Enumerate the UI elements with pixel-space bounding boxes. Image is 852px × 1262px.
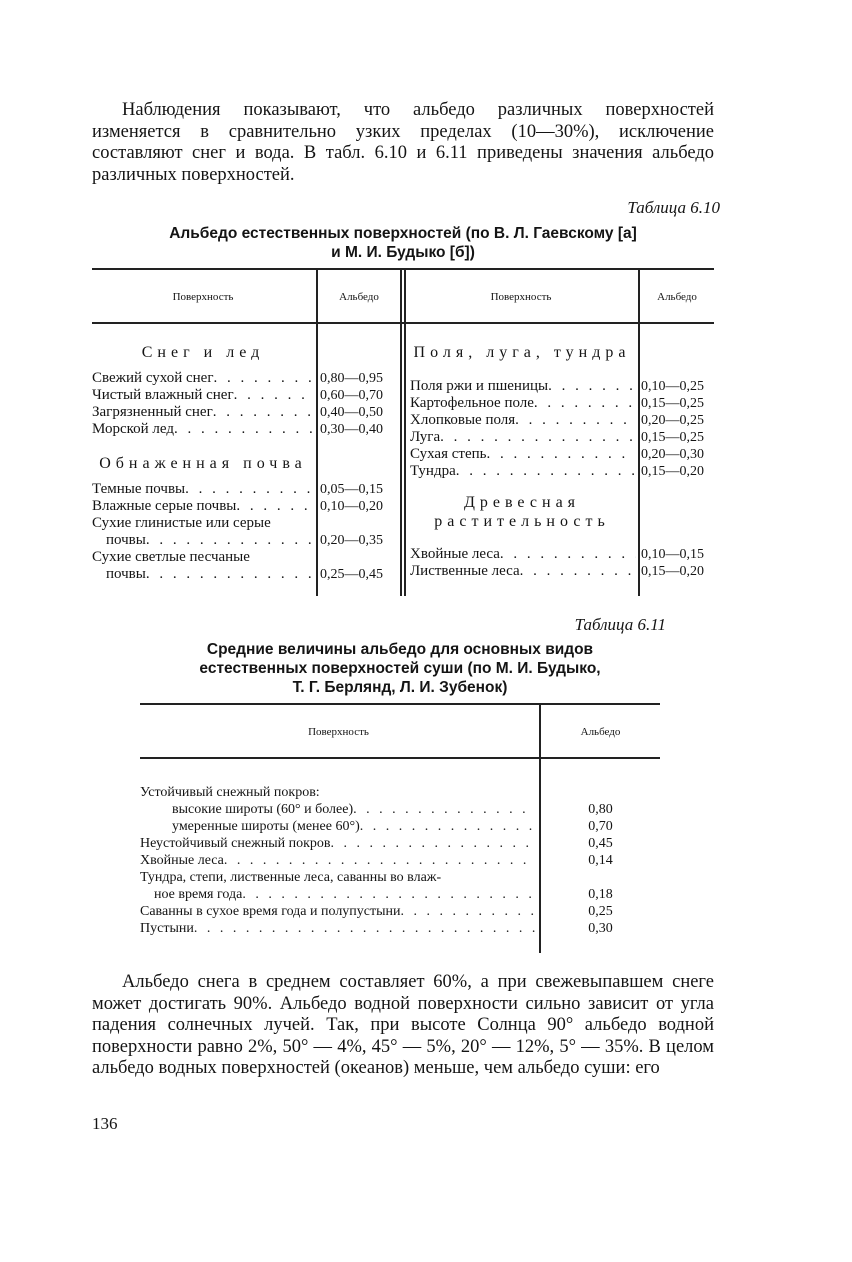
albedo-value: 0,15—0,20 — [641, 564, 704, 579]
table-column-divider — [638, 268, 640, 596]
table-row: Чистый влажный снег . . . — [92, 387, 314, 404]
table-row: Загрязненный снег . . . — [92, 404, 314, 421]
table-values — [541, 784, 660, 937]
table-top-rule — [92, 268, 714, 270]
albedo-value: 0,15—0,20 — [641, 464, 704, 479]
albedo-value: 0,10—0,15 — [641, 547, 704, 562]
closing-paragraph: Альбедо снега в среднем составляет 60%, а при свежевыпавшем снеге может достигать 90%. Альбедо водной поверхности сильно зависит от угла падения солнечных лучей. Так, при высоте Солнца 90° альбедо водной поверхности равно 2%, 50° — 4%, 45° — 5%, 20° — 12%, 5° — 35%. В целом альбедо водных поверхностей (океанов) меньше, чем альбедо суши: его — [92, 972, 714, 1078]
table-row: почвы . . . — [92, 532, 314, 549]
table-6-11-title — [140, 640, 660, 697]
section-values — [641, 546, 704, 580]
header-albedo: Альбедо — [580, 726, 621, 738]
section-rows — [92, 481, 314, 583]
section-rows — [410, 378, 636, 480]
table-row: высокие широты (60° и более) . . . — [140, 801, 536, 818]
table-6-11-title-line3: Т. Г. Берлянд, Л. И. Зубенок) — [292, 679, 508, 696]
header-albedo: Альбедо — [657, 291, 697, 303]
table-row: Лиственные леса . . . — [410, 563, 636, 580]
section-values — [320, 370, 383, 438]
table-column-divider — [316, 268, 318, 596]
section-title: растительность — [434, 513, 610, 530]
table-row: Влажные серые почвы . . . — [92, 498, 314, 515]
table-row: Устойчивый снежный покров: — [140, 785, 320, 800]
table-row: Тундра . . . — [410, 463, 636, 480]
albedo-value: 0,80 — [588, 802, 613, 817]
table-row: Хвойные леса . . . — [410, 546, 636, 563]
albedo-value — [541, 784, 660, 801]
albedo-value: 0,25—0,45 — [320, 567, 383, 582]
albedo-value: 0,30—0,40 — [320, 422, 383, 437]
section-rows — [410, 546, 636, 580]
table-row: Луга . . . — [410, 429, 636, 446]
section-values — [320, 481, 383, 583]
table-row: Поля ржи и пшеницы . . . — [410, 378, 636, 395]
albedo-value: 0,05—0,15 — [320, 482, 383, 497]
albedo-value: 0,10—0,20 — [320, 499, 383, 514]
table-double-divider-a — [400, 268, 402, 596]
table-top-rule — [140, 703, 660, 705]
header-surface: Поверхность — [308, 726, 369, 738]
albedo-value: 0,80—0,95 — [320, 371, 383, 386]
albedo-value: 0,15—0,25 — [641, 396, 704, 411]
table-6-11-title-line2: естественных поверхностей суши (по М. И. Будыко, — [199, 660, 601, 677]
table-row: Сухая степь . . . — [410, 446, 636, 463]
albedo-value: 0,18 — [588, 887, 613, 902]
albedo-value: 0,20—0,30 — [641, 447, 704, 462]
table-row: Темные почвы . . . — [92, 481, 314, 498]
section-title: Снег и лед — [141, 344, 265, 361]
albedo-value: 0,15—0,25 — [641, 430, 704, 445]
table-row: Саванны в сухое время года и полупустыни . . . — [140, 903, 536, 920]
section-rows — [92, 370, 314, 438]
section-title: Поля, луга, тундра — [413, 344, 631, 361]
table-row: Пустыни . . . — [140, 920, 536, 937]
page-number: 136 — [92, 1114, 118, 1133]
albedo-value: 0,70 — [588, 819, 613, 834]
section-title: Обнаженная почва — [99, 455, 307, 472]
table-6-10-label: Таблица 6.10 — [627, 198, 720, 217]
table-row: Неустойчивый снежный покров . . . — [140, 835, 536, 852]
albedo-value: 0,30 — [588, 921, 613, 936]
table-row: Сухие светлые песчаные — [92, 549, 250, 565]
table-row: Тундра, степи, лиственные леса, саванны во влаж- — [140, 870, 442, 885]
header-albedo: Альбедо — [339, 291, 379, 303]
albedo-value: 0,40—0,50 — [320, 405, 383, 420]
table-row: Хвойные леса . . . — [140, 852, 536, 869]
table-6-11-label: Таблица 6.11 — [574, 615, 666, 634]
table-row: Сухие глинистые или серые — [92, 515, 271, 531]
section-title: Древесная — [463, 494, 581, 511]
table-6-11-title-line1: Средние величины альбедо для основных видов — [206, 641, 594, 658]
albedo-value: 0,20—0,35 — [320, 533, 383, 548]
table-row: умеренные широты (менее 60°) . . . — [140, 818, 536, 835]
intro-paragraph: Наблюдения показывают, что альбедо различных поверхностей изменяется в сравнительно узких пределах (10—30%), исключение составляют снег и вода. В табл. 6.10 и 6.11 приведены значения альбедо различных поверхностей. — [92, 100, 714, 185]
table-row: Картофельное поле . . . — [410, 395, 636, 412]
albedo-value: 0,60—0,70 — [320, 388, 383, 403]
table-6-10-title — [92, 224, 714, 262]
header-surface: Поверхность — [490, 291, 552, 303]
table-row: ное время года . . . — [140, 886, 536, 903]
albedo-value: 0,25 — [588, 904, 613, 919]
table-double-divider-b — [404, 268, 406, 596]
table-6-10-title-line1: Альбедо естественных поверхностей (по В. Л. Гаевскому [а] — [169, 225, 637, 242]
table-rows — [140, 784, 536, 937]
albedo-value: 0,10—0,25 — [641, 379, 704, 394]
table-row: Свежий сухой снег . . . — [92, 370, 314, 387]
albedo-value: 0,20—0,25 — [641, 413, 704, 428]
table-row: почвы . . . — [92, 566, 314, 583]
table-row: Хлопковые поля . . . — [410, 412, 636, 429]
header-surface: Поверхность — [172, 291, 234, 303]
table-6-10-title-line2: и М. И. Будыко [б]) — [331, 244, 475, 261]
albedo-value: 0,14 — [588, 853, 613, 868]
section-values — [641, 378, 704, 480]
table-header-rule — [92, 322, 714, 324]
table-row: Морской лед . . . — [92, 421, 314, 438]
albedo-value: 0,45 — [588, 836, 613, 851]
table-header-rule — [140, 757, 660, 759]
